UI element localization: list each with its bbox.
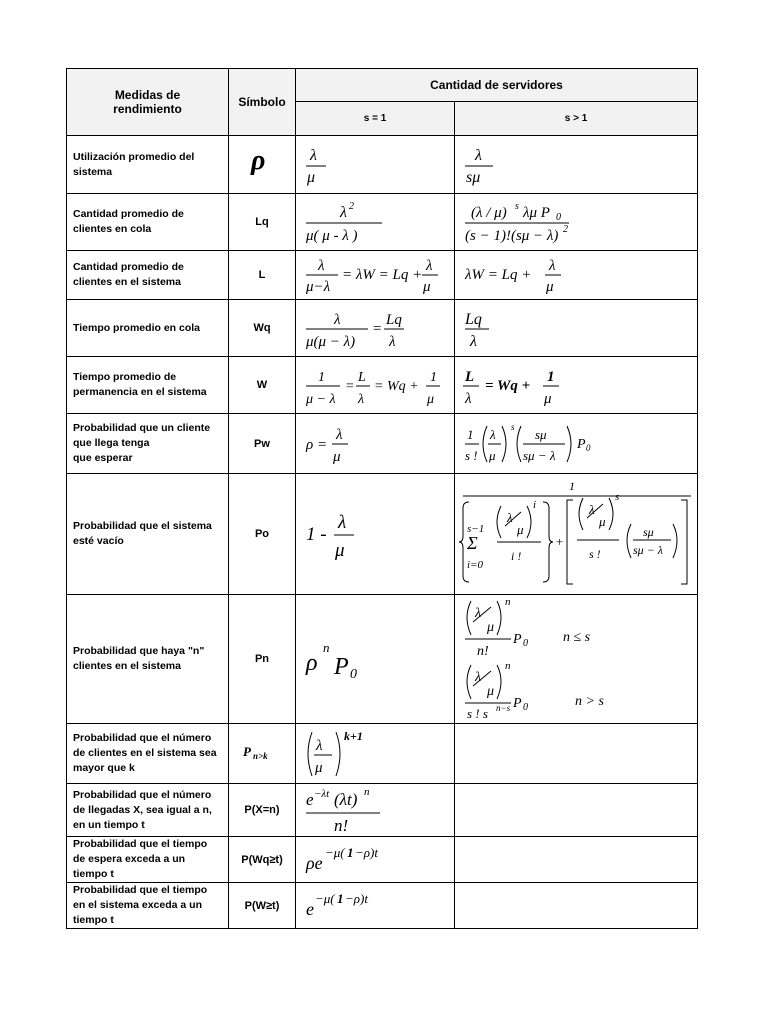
header-measure: Medidas de rendimiento bbox=[67, 69, 229, 136]
svg-text:λW = Lq +: λW = Lq + bbox=[465, 267, 532, 283]
formula-pwt-smany-empty bbox=[455, 883, 698, 929]
formula-w-smany-svg bbox=[463, 363, 583, 407]
svg-text:0: 0 bbox=[350, 667, 357, 682]
formula-po-s1 bbox=[296, 474, 455, 595]
svg-text:λ: λ bbox=[336, 426, 343, 443]
formula-px-s1 bbox=[296, 784, 455, 837]
symbol-pw: Pw bbox=[229, 414, 296, 474]
symbol-rho bbox=[229, 136, 296, 194]
svg-text:= λW = Lq +: = λW = Lq + bbox=[342, 267, 423, 283]
svg-text:1: 1 bbox=[318, 370, 325, 385]
measure-system-time: Tiempo promedio de permanencia en el sistema bbox=[67, 357, 229, 414]
symbol-pwq-t: P(Wq≥t) bbox=[229, 837, 296, 883]
svg-text:μ: μ bbox=[599, 514, 606, 529]
formula-po-smany-svg bbox=[459, 478, 694, 590]
svg-text:n>k: n>k bbox=[253, 751, 268, 761]
svg-text:(λ / μ): (λ / μ) bbox=[471, 205, 507, 221]
svg-text:n: n bbox=[364, 786, 370, 798]
svg-text:λμ P: λμ P bbox=[523, 205, 550, 221]
header-s1: s = 1 bbox=[296, 102, 455, 136]
svg-text:ρ =: ρ = bbox=[306, 436, 328, 453]
svg-text:λ: λ bbox=[475, 606, 482, 621]
svg-text:ρ: ρ bbox=[251, 148, 266, 176]
svg-text:(s − 1)!(sμ − λ): (s − 1)!(sμ − λ) bbox=[465, 228, 559, 244]
svg-text:i !: i ! bbox=[511, 549, 522, 563]
svg-text:−μ(: −μ( bbox=[315, 890, 335, 906]
svg-text:1: 1 bbox=[347, 844, 354, 860]
svg-text:1: 1 bbox=[547, 369, 555, 385]
svg-text:λ: λ bbox=[358, 392, 365, 407]
svg-text:λ: λ bbox=[589, 502, 595, 517]
svg-text:n ≤ s: n ≤ s bbox=[563, 630, 591, 645]
svg-text:k+1: k+1 bbox=[344, 728, 363, 743]
svg-text:(λt): (λt) bbox=[334, 790, 358, 809]
formula-pnk-s1 bbox=[296, 724, 455, 784]
svg-text:λ: λ bbox=[470, 333, 477, 350]
svg-text:s: s bbox=[615, 491, 620, 503]
formula-pwq-s1-svg bbox=[304, 845, 414, 875]
formula-pn-smany-svg bbox=[463, 597, 663, 721]
symbol-pn-gt-k bbox=[229, 724, 296, 784]
formula-l-s1 bbox=[296, 251, 455, 300]
svg-text:μ: μ bbox=[335, 540, 345, 561]
svg-text:i=0: i=0 bbox=[467, 559, 483, 571]
svg-text:n−s: n−s bbox=[496, 703, 511, 713]
symbol-po: Po bbox=[229, 474, 296, 595]
svg-text:e: e bbox=[306, 790, 314, 809]
formula-wq-s1-svg bbox=[304, 306, 449, 350]
svg-text:μ: μ bbox=[487, 684, 495, 699]
queue-metrics-table bbox=[66, 68, 698, 929]
svg-text:−ρ)t: −ρ)t bbox=[345, 890, 368, 906]
svg-text:μ: μ bbox=[546, 279, 554, 295]
svg-text:μ: μ bbox=[427, 392, 435, 407]
svg-text:= Wq +: = Wq + bbox=[485, 378, 531, 394]
svg-text:μ: μ bbox=[487, 620, 495, 635]
measure-arrivals: Probabilidad que el número de llegadas X, sea igual a n, en un tiempo t bbox=[67, 784, 229, 837]
symbol-l: L bbox=[229, 251, 296, 300]
measure-queue-length: Cantidad promedio de clientes en cola bbox=[67, 194, 229, 251]
svg-text:λ: λ bbox=[507, 510, 513, 525]
svg-text:λ: λ bbox=[426, 258, 433, 274]
svg-text:L: L bbox=[465, 369, 475, 385]
svg-text:λ: λ bbox=[475, 146, 482, 164]
formula-pw-smany-svg bbox=[463, 420, 663, 468]
header-s-many: s > 1 bbox=[455, 102, 698, 136]
svg-text:μ: μ bbox=[307, 168, 316, 186]
symbol-lq: Lq bbox=[229, 194, 296, 251]
svg-text:μ(μ − λ): μ(μ − λ) bbox=[306, 334, 356, 350]
svg-text:P: P bbox=[577, 436, 586, 452]
formula-w-s1-svg bbox=[304, 363, 452, 407]
svg-text:= Wq +: = Wq + bbox=[374, 379, 419, 394]
symbol-wq: Wq bbox=[229, 300, 296, 357]
formula-l-smany bbox=[455, 251, 698, 300]
svg-text:sμ: sμ bbox=[466, 168, 481, 186]
svg-text:s ! s: s ! s bbox=[467, 706, 488, 721]
svg-text:sμ − λ: sμ − λ bbox=[633, 543, 663, 557]
measure-empty-probability: Probabilidad que el sistema esté vacío bbox=[67, 474, 229, 595]
svg-text:λ: λ bbox=[318, 258, 325, 274]
formula-pw-smany bbox=[455, 414, 698, 474]
svg-text:λ: λ bbox=[316, 737, 323, 754]
svg-text:0: 0 bbox=[556, 212, 561, 223]
svg-text:=: = bbox=[372, 321, 383, 337]
svg-text:Σ: Σ bbox=[467, 533, 478, 553]
svg-text:+: + bbox=[555, 534, 564, 549]
formula-lq-smany-svg bbox=[463, 199, 683, 245]
measure-utilization: Utilización promedio del sistema bbox=[67, 136, 229, 194]
svg-text:λ: λ bbox=[490, 426, 496, 442]
formula-w-s1 bbox=[296, 357, 455, 414]
symbol-w: W bbox=[229, 357, 296, 414]
svg-text:ρe: ρe bbox=[306, 852, 323, 873]
svg-text:P: P bbox=[513, 632, 522, 647]
formula-utilization-s1-svg bbox=[304, 144, 364, 186]
svg-text:λ: λ bbox=[338, 512, 347, 533]
svg-text:−μ(: −μ( bbox=[325, 844, 345, 860]
svg-text:i: i bbox=[533, 499, 537, 511]
formula-utilization-s1 bbox=[296, 136, 455, 194]
svg-text:=: = bbox=[345, 379, 355, 394]
svg-text:0: 0 bbox=[523, 702, 528, 713]
svg-text:λ: λ bbox=[465, 391, 472, 407]
symbol-px-n: P(X=n) bbox=[229, 784, 296, 837]
svg-text:n: n bbox=[505, 660, 511, 672]
header-servers: Cantidad de servidores bbox=[296, 69, 698, 102]
svg-text:1: 1 bbox=[337, 890, 344, 906]
formula-w-smany bbox=[455, 357, 698, 414]
formula-utilization-smany bbox=[455, 136, 698, 194]
svg-text:1: 1 bbox=[569, 479, 575, 493]
svg-text:Lq: Lq bbox=[465, 311, 482, 328]
svg-text:s: s bbox=[511, 421, 515, 432]
svg-text:s !: s ! bbox=[465, 447, 478, 463]
symbol-pn: Pn bbox=[229, 595, 296, 724]
formula-pnk-smany-empty bbox=[455, 724, 698, 784]
formula-lq-smany bbox=[455, 194, 698, 251]
measure-wait-probability: Probabilidad que un cliente que llega tenga que esperar bbox=[67, 414, 229, 474]
formula-po-smany bbox=[455, 474, 698, 595]
formula-pwt-s1 bbox=[296, 883, 455, 929]
svg-text:μ: μ bbox=[517, 522, 524, 537]
formula-pw-s1 bbox=[296, 414, 455, 474]
svg-text:n: n bbox=[323, 640, 330, 655]
measure-system-exceeds: Probabilidad que el tiempo en el sistema exceda a un tiempo t bbox=[67, 883, 229, 929]
svg-text:1: 1 bbox=[467, 426, 474, 442]
svg-text:P: P bbox=[334, 654, 349, 680]
formula-lq-s1 bbox=[296, 194, 455, 251]
svg-text:P: P bbox=[243, 744, 251, 759]
svg-text:λ: λ bbox=[340, 204, 347, 221]
svg-text:n: n bbox=[505, 596, 511, 608]
svg-text:λ: λ bbox=[549, 258, 556, 274]
formula-wq-smany-svg bbox=[463, 306, 523, 350]
rho-symbol bbox=[237, 148, 287, 178]
svg-text:0: 0 bbox=[523, 638, 528, 649]
svg-text:λ: λ bbox=[310, 146, 317, 164]
svg-text:μ: μ bbox=[315, 759, 323, 776]
svg-text:μ( μ - λ ): μ( μ - λ ) bbox=[306, 228, 358, 244]
svg-text:ρ: ρ bbox=[306, 650, 318, 676]
svg-text:n!: n! bbox=[477, 644, 489, 659]
formula-pw-s1-svg bbox=[304, 422, 384, 466]
svg-text:s: s bbox=[515, 201, 519, 212]
formula-pnk-s1-svg bbox=[304, 728, 384, 780]
formula-pn-smany bbox=[455, 595, 698, 724]
svg-text:−ρ)t: −ρ)t bbox=[355, 844, 378, 860]
svg-text:μ − λ: μ − λ bbox=[306, 392, 336, 407]
formula-pn-s1-svg bbox=[304, 634, 394, 684]
formula-wq-smany bbox=[455, 300, 698, 357]
measure-system-length: Cantidad promedio de clientes en el sistema bbox=[67, 251, 229, 300]
svg-text:sμ: sμ bbox=[643, 525, 654, 539]
svg-text:s !: s ! bbox=[589, 547, 601, 561]
formula-pwt-s1-svg bbox=[304, 891, 414, 921]
svg-text:λ: λ bbox=[475, 670, 482, 685]
formula-lq-s1-svg bbox=[304, 200, 449, 244]
measure-wait-exceeds: Probabilidad que el tiempo de espera exceda a un tiempo t bbox=[67, 837, 229, 883]
svg-text:μ: μ bbox=[544, 391, 552, 407]
formula-wq-s1 bbox=[296, 300, 455, 357]
svg-text:s−1: s−1 bbox=[467, 523, 485, 535]
svg-text:μ−λ: μ−λ bbox=[306, 279, 331, 295]
formula-px-s1-svg bbox=[304, 785, 404, 835]
formula-px-smany-empty bbox=[455, 784, 698, 837]
svg-text:Lq: Lq bbox=[386, 312, 402, 328]
svg-text:P: P bbox=[513, 696, 522, 711]
measure-n-clients-probability: Probabilidad que haya "n" clientes en el sistema bbox=[67, 595, 229, 724]
measure-queue-time: Tiempo promedio en cola bbox=[67, 300, 229, 357]
svg-text:λ: λ bbox=[389, 334, 396, 350]
symbol-pw-t: P(W≥t) bbox=[229, 883, 296, 929]
formula-l-smany-svg bbox=[463, 253, 583, 297]
svg-text:n!: n! bbox=[334, 816, 349, 835]
formula-l-s1-svg bbox=[304, 253, 452, 297]
svg-text:2: 2 bbox=[563, 224, 568, 235]
svg-text:L: L bbox=[358, 370, 366, 385]
measure-more-than-k: Probabilidad que el número de clientes en el sistema sea mayor que k bbox=[67, 724, 229, 784]
svg-text:e: e bbox=[306, 898, 314, 919]
svg-text:n > s: n > s bbox=[575, 694, 604, 709]
formula-utilization-smany-svg bbox=[463, 144, 523, 186]
svg-text:1 -: 1 - bbox=[306, 524, 327, 545]
svg-text:−λt: −λt bbox=[314, 788, 330, 800]
formula-pwq-s1 bbox=[296, 837, 455, 883]
formula-pwq-smany-empty bbox=[455, 837, 698, 883]
svg-text:μ: μ bbox=[489, 447, 496, 463]
formula-pn-s1 bbox=[296, 595, 455, 724]
svg-text:sμ: sμ bbox=[535, 426, 547, 442]
formula-po-s1-svg bbox=[304, 504, 384, 564]
svg-text:μ: μ bbox=[423, 279, 431, 295]
header-symbol: Símbolo bbox=[229, 69, 296, 136]
svg-text:2: 2 bbox=[349, 201, 354, 212]
pn-gt-k-symbol bbox=[237, 742, 287, 762]
svg-text:μ: μ bbox=[333, 448, 341, 465]
svg-text:1: 1 bbox=[430, 370, 437, 385]
svg-text:0: 0 bbox=[586, 442, 591, 453]
svg-text:λ: λ bbox=[334, 312, 341, 328]
svg-text:sμ − λ: sμ − λ bbox=[523, 447, 556, 463]
